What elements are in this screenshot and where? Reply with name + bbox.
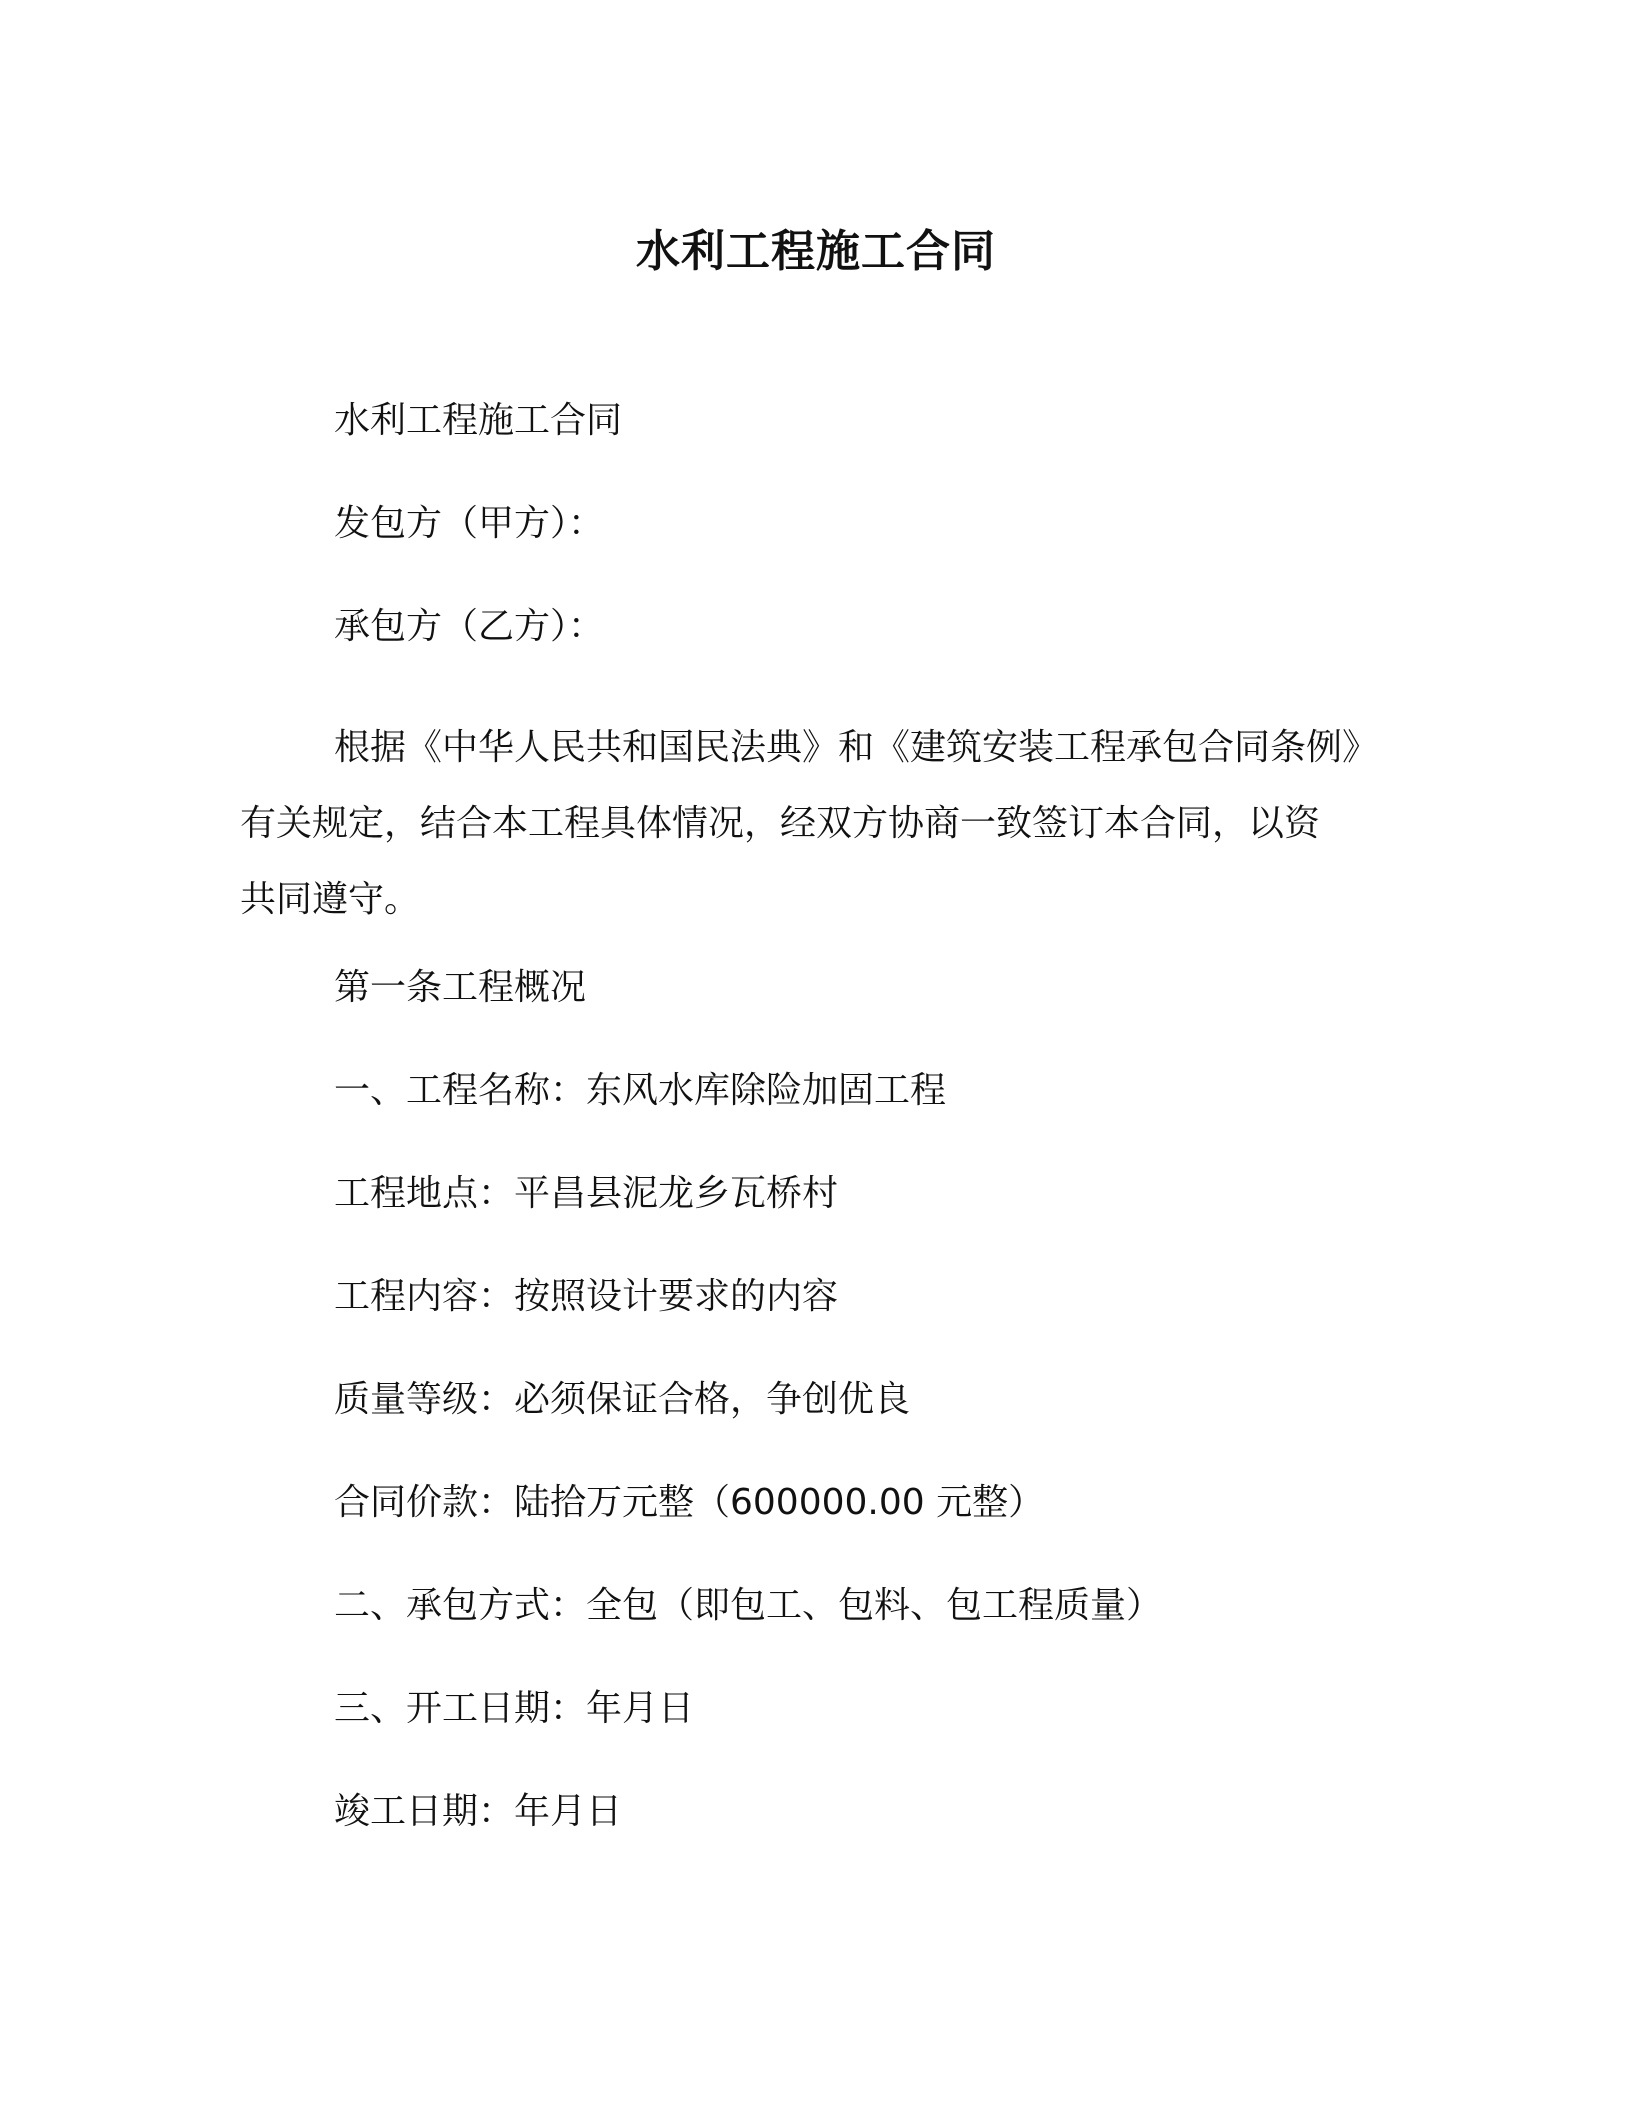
item-project-content: 工程内容：按照设计要求的内容 [334,1276,839,1317]
article-1-heading: 第一条工程概况 [334,967,587,1008]
item-contract-method: 二、承包方式：全包（即包工、包料、包工程质量） [334,1585,1163,1626]
item-project-location: 工程地点：平昌县泥龙乡瓦桥村 [334,1173,839,1214]
preamble-paragraph [240,710,1400,938]
preamble-line: 有关规定，结合本工程具体情况，经双方协商一致签订本合同，以资 [240,803,1321,844]
item-completion-date: 竣工日期：年月日 [334,1791,623,1832]
item-quality-grade: 质量等级：必须保证合格，争创优良 [334,1379,911,1420]
item-project-name: 一、工程名称：东风水库除险加固工程 [334,1070,947,1111]
contract-subtitle: 水利工程施工合同 [334,400,623,441]
party-a-line: 发包方（甲方）： [334,503,605,544]
item-start-date: 三、开工日期：年月日 [334,1688,695,1729]
preamble-line: 共同遵守。 [240,879,421,920]
document-title: 水利工程施工合同 [636,226,996,277]
item-contract-price: 合同价款：陆拾万元整（600000.00 元整） [334,1482,1045,1523]
party-b-line: 承包方（乙方）： [334,606,605,647]
preamble-line: 根据《中华人民共和国民法典》和《建筑安装工程承包合同条例》 [334,727,1379,768]
